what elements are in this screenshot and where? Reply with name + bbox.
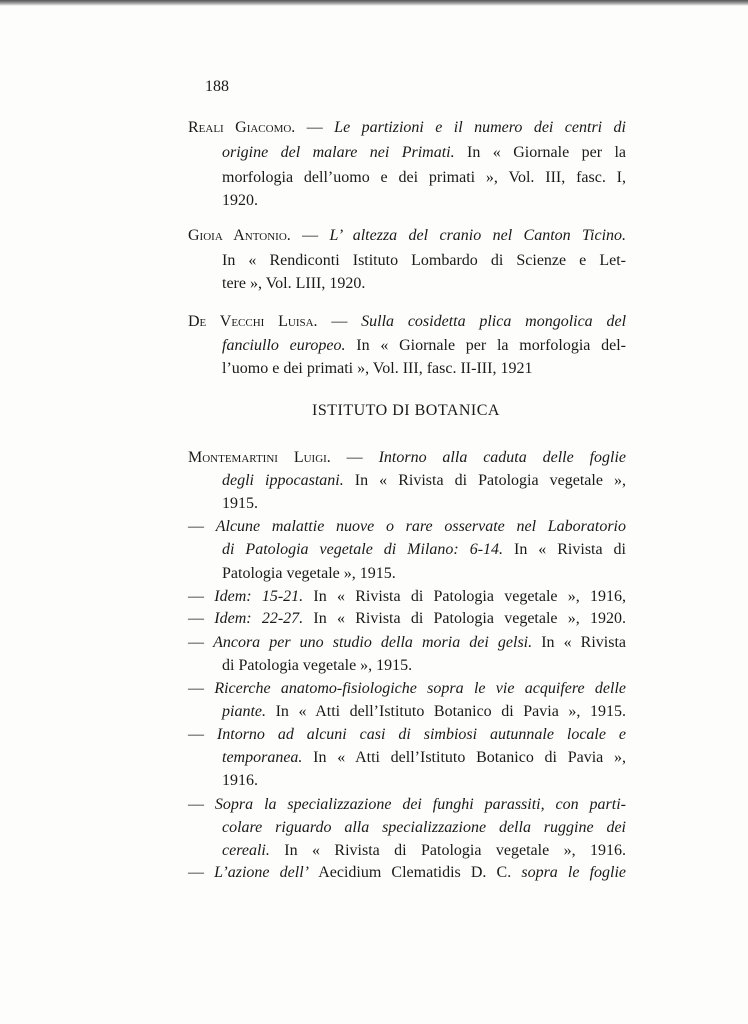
author-name: De Vecchi Luisa.: [188, 313, 318, 330]
title-text: Idem: 15-21.: [214, 588, 304, 605]
citation-text: In « Rendiconti Istituto Lombardo di Scienze e Let-: [222, 252, 626, 269]
citation-text: —: [188, 864, 215, 881]
text-line: [188, 633, 626, 653]
text-line: [188, 226, 626, 246]
page-number: 188: [205, 78, 229, 95]
citation-text: —: [188, 610, 215, 627]
text-line: [222, 818, 626, 838]
text-line: [222, 748, 626, 768]
citation-text: In « Atti dell’Istituto Botanico di Pavia »,: [302, 749, 626, 766]
citation-text: —: [188, 588, 215, 605]
citation-text: 1920.: [222, 192, 258, 209]
citation-text: di Patologia vegetale », 1915.: [222, 657, 413, 674]
text-line: [222, 168, 626, 188]
title-text: colare riguardo alla specializzazione della ruggine dei: [222, 819, 626, 836]
citation-text: —: [290, 227, 330, 244]
citation-text: In « Rivista: [532, 634, 627, 651]
text-line: [222, 471, 626, 491]
text-line: [188, 679, 626, 699]
citation-text: Aecidium Clematidis D. C.: [308, 864, 522, 881]
citation-text: —: [188, 634, 214, 651]
title-text: temporanea.: [222, 749, 303, 766]
citation-text: —: [330, 449, 379, 466]
text-line: [188, 609, 626, 629]
text-line: [222, 359, 532, 379]
citation-text: Patologia vegetale », 1915.: [222, 565, 396, 582]
text-line: [222, 494, 258, 514]
citation-text: —: [188, 518, 216, 535]
citation-text: 1916.: [222, 772, 258, 789]
title-text: Alcune malattie nuove o rare osservate nel Laboratorio: [215, 518, 626, 535]
text-line: [188, 795, 626, 815]
text-line: [222, 143, 626, 163]
title-text: fanciullo europeo.: [222, 337, 346, 354]
citation-text: morfologia dell’uomo e dei primati », Vol. III, fasc. I,: [222, 169, 626, 186]
text-line: [222, 191, 258, 211]
citation-text: In « Giornale per la: [454, 144, 627, 161]
citation-text: tere », Vol. LIII, 1920.: [222, 275, 366, 292]
citation-text: —: [188, 796, 215, 813]
citation-text: l’uomo e dei primati », Vol. III, fasc. II-III, 1921: [222, 360, 533, 377]
citation-text: —: [188, 680, 215, 697]
citation-text: In « Atti dell’Istituto Botanico di Pavia », 1915.: [266, 703, 626, 720]
scan-edge: [0, 0, 748, 6]
author-name: Gioia Antonio.: [188, 227, 291, 244]
title-text: L’ altezza del cranio nel Canton Ticino.: [329, 227, 627, 244]
title-text: Intorno ad alcuni casi di simbiosi autunnale locale e: [216, 726, 626, 743]
text-line: [222, 251, 626, 271]
title-text: Le partizioni e il numero dei centri di: [334, 119, 626, 136]
citation-text: In « Giornale per la morfologia del-: [345, 337, 627, 354]
author-name: Montemartini Luigi.: [188, 449, 331, 466]
text-line: [222, 771, 258, 791]
text-line: [188, 587, 626, 607]
text-line: [188, 517, 626, 537]
text-line: [222, 656, 412, 676]
text-line: [188, 725, 626, 745]
section-heading: ISTITUTO DI BOTANICA: [312, 402, 500, 419]
citation-text: In « Rivista di Patologia vegetale », 1916,: [303, 588, 627, 605]
title-text: Ricerche anatomo-fisiologiche sopra le vie acquifere delle: [214, 680, 626, 697]
citation-text: —: [317, 313, 362, 330]
title-text: Intorno alla caduta delle foglie: [378, 449, 627, 466]
title-text: Sulla cosidetta plica mongolica del: [361, 313, 627, 330]
text-line: [222, 274, 365, 294]
citation-text: In « Rivista di Patologia vegetale », 1920.: [303, 610, 627, 627]
title-text: Sopra la specializzazione dei funghi parassiti, con parti-: [214, 796, 626, 813]
title-text: di Patologia vegetale di Milano: 6-14.: [222, 541, 504, 558]
citation-text: In « Rivista di: [503, 541, 626, 558]
text-line: [222, 540, 626, 560]
text-line: [188, 448, 626, 468]
title-text: origine del malare nei Primati.: [222, 144, 455, 161]
text-line: [222, 564, 396, 584]
title-text: piante.: [222, 703, 266, 720]
text-line: [222, 841, 626, 861]
text-line: [222, 336, 626, 356]
citation-text: In « Rivista di Patologia vegetale »,: [343, 472, 626, 489]
title-text: sopra le foglie: [521, 864, 627, 881]
citation-text: In « Rivista di Patologia vegetale », 1916.: [269, 842, 626, 859]
text-line: [188, 312, 626, 332]
text-line: [188, 863, 626, 883]
author-name: Reali Giacomo.: [188, 119, 296, 136]
text-line: [222, 702, 626, 722]
title-text: Ancora per uno studio della moria dei gelsi.: [213, 634, 533, 651]
title-text: cereali.: [222, 842, 270, 859]
title-text: Idem: 22-27.: [214, 610, 304, 627]
title-text: L’azione dell’: [214, 864, 309, 881]
citation-text: —: [295, 119, 335, 136]
citation-text: —: [188, 726, 217, 743]
citation-text: 1915.: [222, 495, 258, 512]
title-text: degli ippocastani.: [222, 472, 344, 489]
text-line: [188, 118, 626, 138]
